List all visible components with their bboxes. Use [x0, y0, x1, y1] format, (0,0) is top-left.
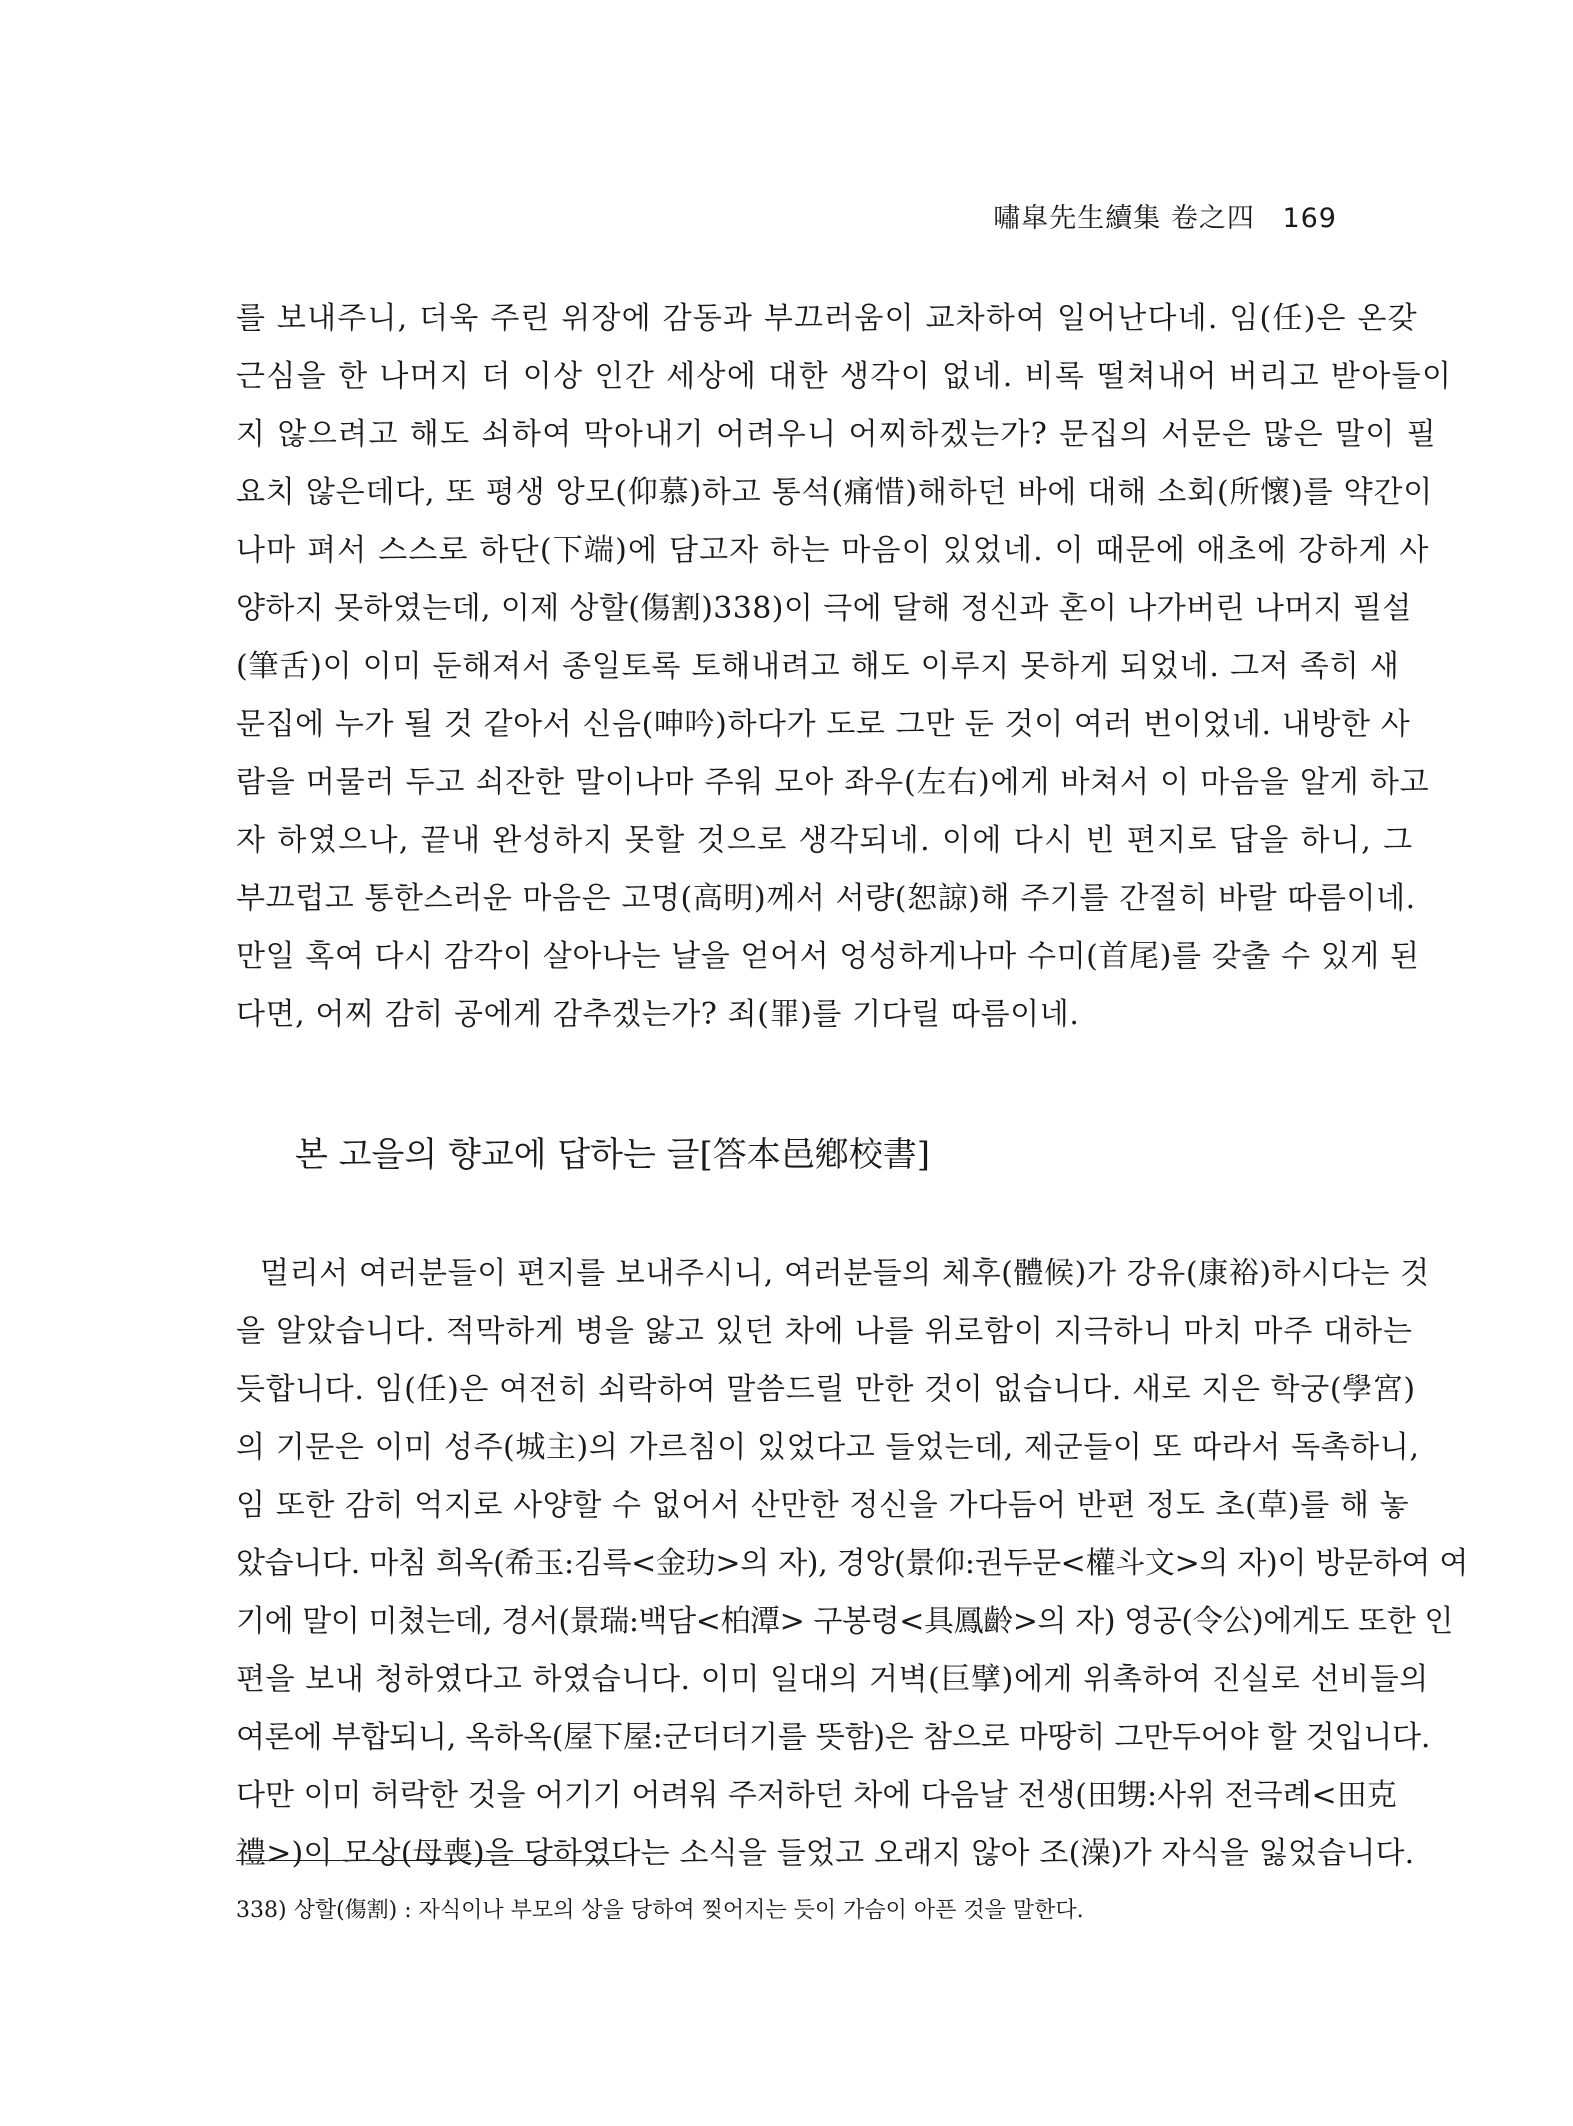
book-title: 嘯皐先生續集 卷之四 — [993, 203, 1255, 234]
text-line: 자 하였으나, 끝내 완성하지 못할 것으로 생각되네. 이에 다시 빈 편지로 답을 하니, 그 — [236, 823, 1414, 858]
text-line: 양하지 못하였는데, 이제 상할(傷割)338)이 극에 달해 정신과 혼이 나가버린 나머지 필설 — [236, 591, 1412, 626]
text-line: 부끄럽고 통한스러운 마음은 고명(高明)께서 서량(恕諒)해 주기를 간절히 바랄 따름이네. — [236, 881, 1416, 916]
footnote-divider — [236, 1860, 626, 1861]
text-line: 다만 이미 허락한 것을 어기기 어려워 주저하던 차에 다음날 전생(田甥:사위 전극례<田克 — [236, 1778, 1397, 1813]
body-paragraph-2 — [236, 1245, 1469, 1883]
text-line: 았습니다. 마침 희옥(希玉:김륵<金玏>의 자), 경앙(景仰:권두문<權斗文>의 자)이 방문하여 여 — [236, 1546, 1469, 1581]
text-line: 나마 펴서 스스로 하단(下端)에 담고자 하는 마음이 있었네. 이 때문에 애초에 강하게 사 — [236, 533, 1430, 568]
running-header — [993, 196, 1337, 235]
text-line: 지 않으려고 해도 쇠하여 막아내기 어려우니 어찌하겠는가? 문집의 서문은 많은 말이 필 — [236, 417, 1438, 452]
text-line: 람을 머물러 두고 쇠잔한 말이나마 주워 모아 좌우(左右)에게 바쳐서 이 마음을 알게 하고 — [236, 765, 1430, 800]
text-line: 여론에 부합되니, 옥하옥(屋下屋:군더더기를 뜻함)은 참으로 마땅히 그만두어야 할 것입니다. — [236, 1720, 1431, 1755]
text-line: 듯합니다. 임(任)은 여전히 쇠락하여 말씀드릴 만한 것이 없습니다. 새로 지은 학궁(學宮) — [236, 1372, 1416, 1407]
text-line: 요치 않은데다, 또 평생 앙모(仰慕)하고 통석(痛惜)해하던 바에 대해 소회(所懷)를 약간이 — [236, 475, 1434, 510]
text-line: 를 보내주니, 더욱 주린 위장에 감동과 부끄러움이 교차하여 일어난다네. 임(任)은 온갖 — [236, 301, 1418, 336]
text-line: 임 또한 감히 억지로 사양할 수 없어서 산만한 정신을 가다듬어 반편 정도 초(草)를 해 놓 — [236, 1488, 1410, 1523]
text-line: 다면, 어찌 감히 공에게 감추겠는가? 죄(罪)를 기다릴 따름이네. — [236, 997, 1080, 1032]
text-line: 만일 혹여 다시 감각이 살아나는 날을 얻어서 엉성하게나마 수미(首尾)를 갖출 수 있게 된 — [236, 939, 1420, 974]
text-line: 근심을 한 나머지 더 이상 인간 세상에 대한 생각이 없네. 비록 떨쳐내어 버리고 받아들이 — [236, 359, 1453, 394]
body-paragraph-1 — [236, 290, 1453, 1044]
section-heading: 본 고을의 향교에 답하는 글[答本邑鄕校書] — [295, 1135, 931, 1175]
text-line: 편을 보내 청하였다고 하였습니다. 이미 일대의 거벽(巨擘)에게 위촉하여 진실로 선비들의 — [236, 1662, 1429, 1697]
text-line: 문집에 누가 될 것 같아서 신음(呻吟)하다가 도로 그만 둔 것이 여러 번이었네. 내방한 사 — [236, 707, 1411, 742]
text-line: 멀리서 여러분들이 편지를 보내주시니, 여러분들의 체후(體候)가 강유(康裕)하시다는 것 — [260, 1256, 1430, 1291]
text-line: 을 알았습니다. 적막하게 병을 앓고 있던 차에 나를 위로함이 지극하니 마치 마주 대하는 — [236, 1314, 1413, 1349]
text-line: 기에 말이 미쳤는데, 경서(景瑞:백담<柏潭> 구봉령<具鳳齡>의 자) 영공(令公)에게도 또한 인 — [236, 1604, 1453, 1639]
page-number: 169 — [1282, 203, 1337, 234]
text-line: 禮>)이 모상(母喪)을 당하였다는 소식을 들었고 오래지 않아 조(澡)가 자식을 잃었습니다. — [236, 1836, 1415, 1871]
text-line: (筆舌)이 이미 둔해져서 종일토록 토해내려고 해도 이루지 못하게 되었네. 그저 족히 새 — [236, 649, 1400, 684]
footnote: 338) 상할(傷割) : 자식이나 부모의 상을 당하여 찢어지는 듯이 가슴이 아픈 것을 말한다. — [236, 1898, 1084, 1923]
text-line: 의 기문은 이미 성주(城主)의 가르침이 있었다고 들었는데, 제군들이 또 따라서 독촉하니, — [236, 1430, 1420, 1465]
